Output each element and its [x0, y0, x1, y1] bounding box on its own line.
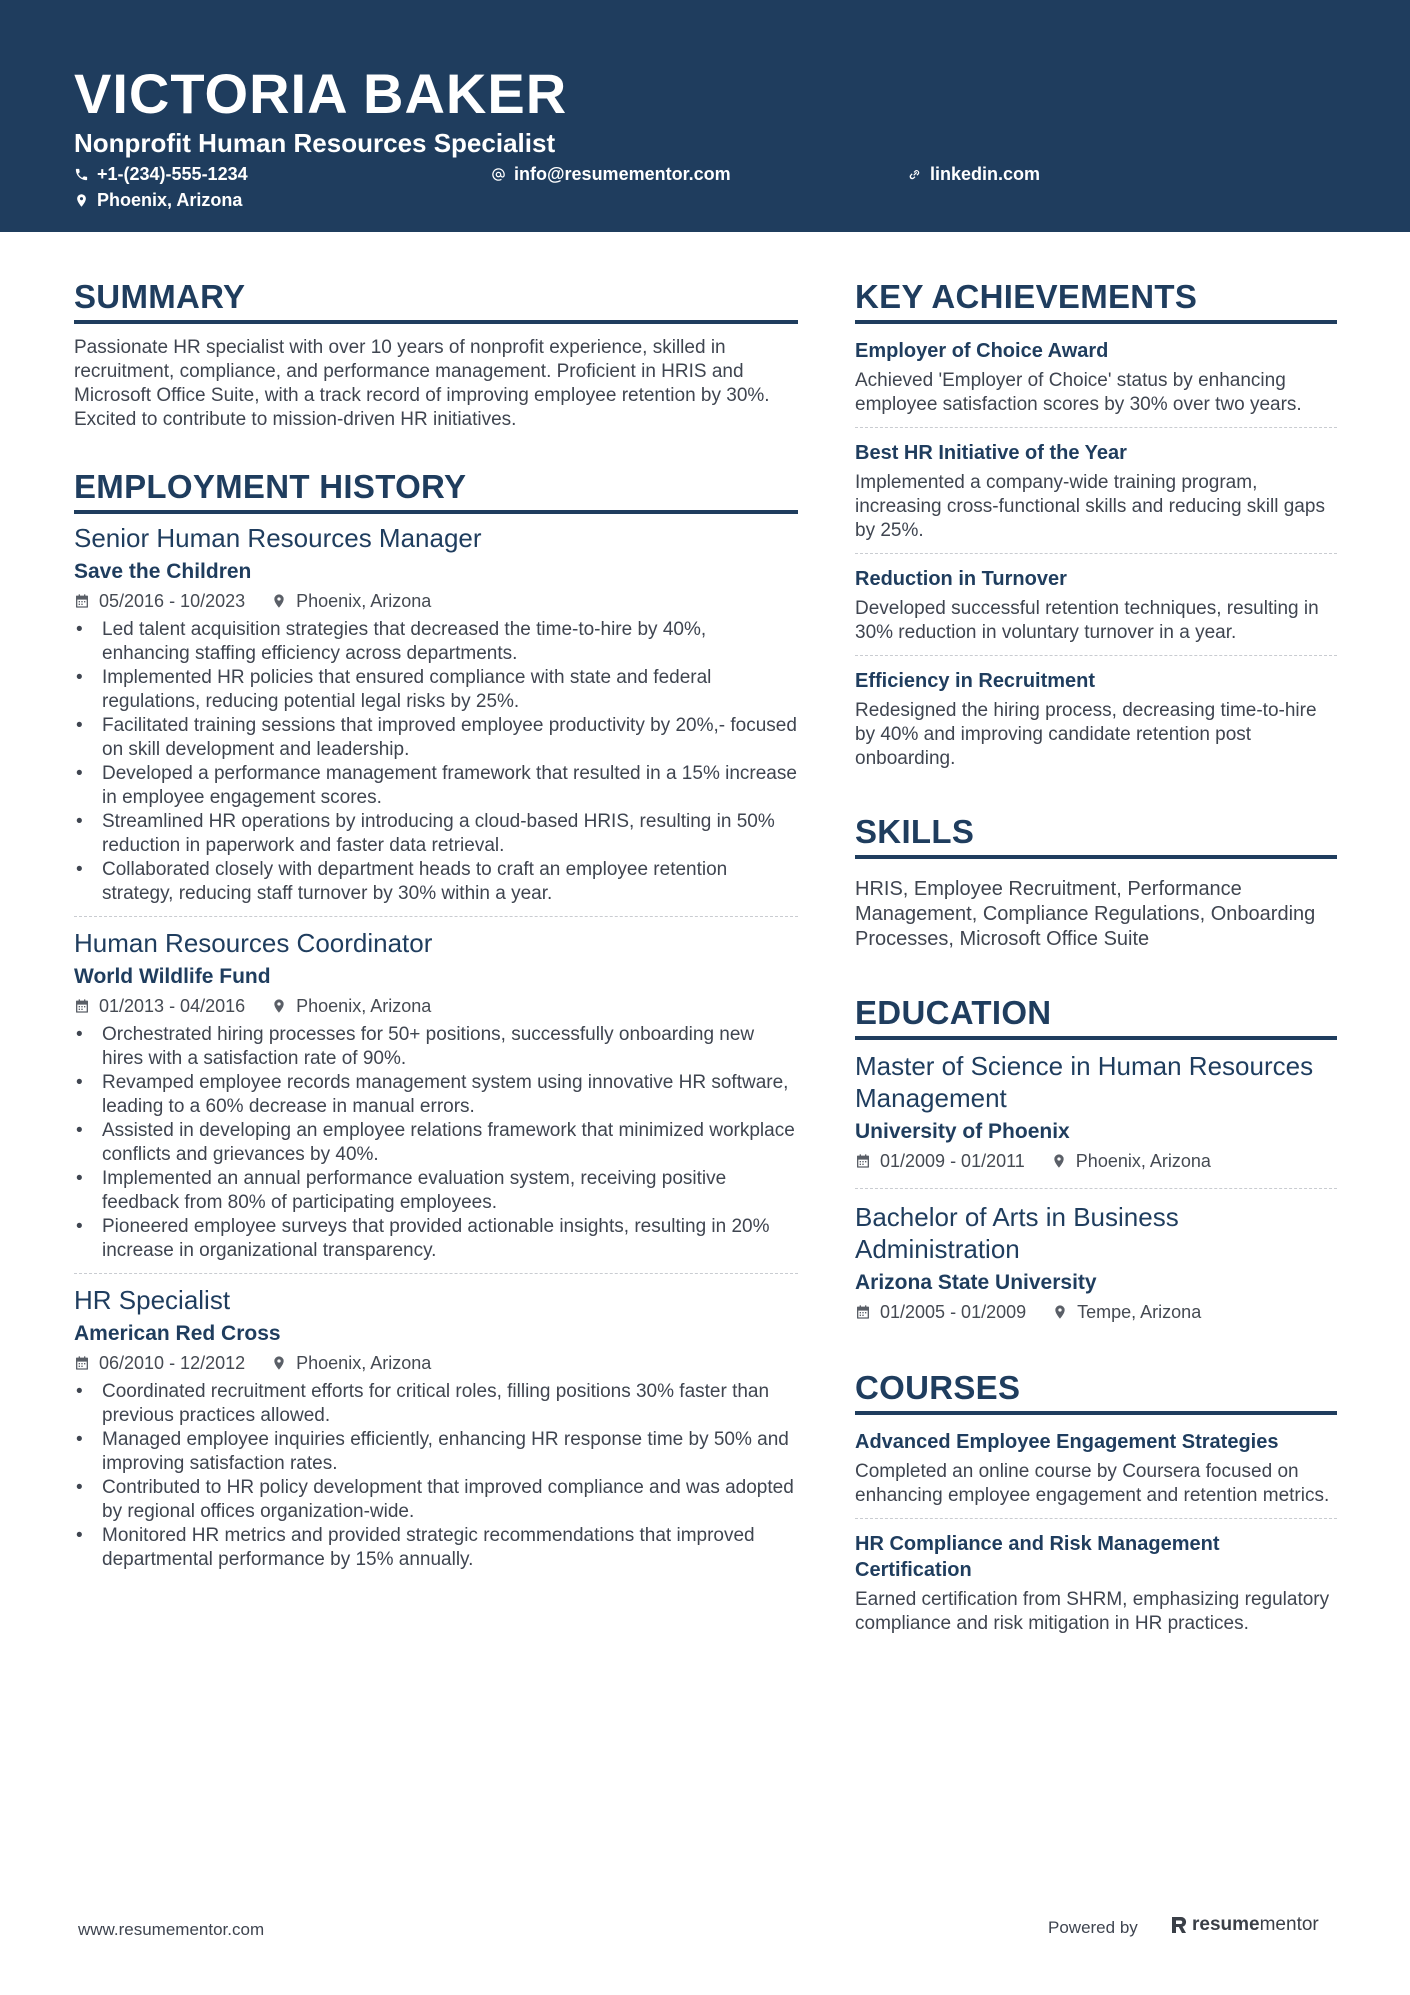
resume-header — [0, 0, 1410, 232]
location-pin-icon — [74, 193, 89, 208]
summary-text: Passionate HR specialist with over 10 years of nonprofit experience, skilled in recruitment, compliance, and performance management. Proficient in HRIS and Microsoft Office Suite, with a track record of improving employee retention by 30%. Excited to contribute to mission-driven HR initiatives. — [74, 337, 770, 430]
job-location — [271, 1350, 431, 1376]
calendar-icon — [855, 1153, 871, 1169]
achievement-text: Developed successful retention techniques, resulting in 30% reduction in voluntary turnover in a year. — [855, 598, 1319, 643]
right-column — [855, 276, 1337, 1646]
education-section — [855, 992, 1337, 1339]
skills-text: HRIS, Employee Recruitment, Performance Management, Compliance Regulations, Onboarding Processes, Microsoft Office Suite — [855, 878, 1316, 950]
job-location-text: Phoenix, Arizona — [296, 591, 432, 611]
job-location-text: Phoenix, Arizona — [296, 1353, 432, 1373]
achievement-title: Employer of Choice Award — [855, 340, 1109, 362]
resumementor-logo-icon — [1170, 1915, 1188, 1935]
contact-location — [74, 189, 242, 211]
link-icon — [907, 167, 922, 182]
course-title: HR Compliance and Risk Management Certification — [855, 1533, 1220, 1581]
skills-section — [855, 811, 1337, 952]
location-text: Phoenix, Arizona — [97, 190, 243, 210]
job-entry — [74, 522, 798, 916]
job-meta — [74, 993, 798, 1019]
job-meta — [74, 1350, 798, 1376]
bullet-item: • Managed employee inquiries efficiently, enhancing HR response time by 50% and improving satisfaction rates. — [74, 1428, 798, 1476]
bullet-item: • Assisted in developing an employee relations framework that minimized workplace conflicts and grievances by 40%. — [74, 1119, 798, 1167]
course-item — [855, 1427, 1337, 1518]
location-pin-icon — [1052, 1304, 1068, 1320]
job-dates: 06/2010 - 12/2012 — [99, 1353, 246, 1373]
location-pin-icon — [271, 593, 287, 609]
location-pin-icon — [1051, 1153, 1067, 1169]
phone-text: +1-(234)-555-1234 — [97, 164, 248, 184]
bullet-item: • Implemented HR policies that ensured compliance with state and federal regulations, reducing potential legal risks by 25%. — [74, 666, 798, 714]
location-pin-icon — [271, 1355, 287, 1371]
job-bullets — [74, 1380, 798, 1572]
calendar-icon — [855, 1304, 871, 1320]
summary-heading: SUMMARY — [74, 276, 798, 324]
achievement-title: Efficiency in Recruitment — [855, 670, 1096, 692]
education-location-text: Tempe, Arizona — [1077, 1302, 1202, 1322]
courses-heading: COURSES — [855, 1367, 1337, 1415]
achievement-text: Implemented a company-wide training program, increasing cross-functional skills and reducing skill gaps by 25%. — [855, 472, 1325, 541]
contact-phone[interactable] — [74, 163, 248, 185]
calendar-icon — [74, 998, 90, 1014]
job-title: Human Resources Coordinator — [74, 928, 433, 958]
achievements-heading: KEY ACHIEVEMENTS — [855, 276, 1337, 324]
achievement-title: Reduction in Turnover — [855, 568, 1067, 590]
school-name: University of Phoenix — [855, 1120, 1070, 1143]
brand-bold: resume — [1192, 1914, 1260, 1935]
bullet-item: • Developed a performance management framework that resulted in a 15% increase in employee engagement scores. — [74, 762, 798, 810]
candidate-name: VICTORIA BAKER — [74, 62, 568, 125]
education-item — [855, 1048, 1337, 1188]
employment-heading: EMPLOYMENT HISTORY — [74, 466, 798, 514]
footer-brand-logo[interactable] — [1170, 1914, 1319, 1936]
achievements-section — [855, 276, 1337, 781]
education-item — [855, 1188, 1337, 1339]
course-text: Completed an online course by Coursera focused on enhancing employee engagement and retention metrics. — [855, 1461, 1330, 1506]
achievement-item — [855, 427, 1337, 553]
bullet-item: • Monitored HR metrics and provided strategic recommendations that improved departmental performance by 15% annually. — [74, 1524, 798, 1572]
job-title: HR Specialist — [74, 1285, 231, 1315]
footer-url[interactable]: www.resumementor.com — [78, 1920, 265, 1939]
contact-email[interactable] — [491, 163, 731, 185]
course-item — [855, 1518, 1337, 1646]
location-pin-icon — [271, 998, 287, 1014]
contact-linkedin[interactable] — [907, 163, 1040, 185]
calendar-icon — [74, 1355, 90, 1371]
job-bullets — [74, 618, 798, 906]
education-dates: 01/2005 - 01/2009 — [880, 1302, 1027, 1322]
achievement-item — [855, 336, 1337, 427]
courses-section — [855, 1367, 1337, 1646]
linkedin-text: linkedin.com — [930, 164, 1041, 184]
achievement-title: Best HR Initiative of the Year — [855, 442, 1127, 464]
education-heading: EDUCATION — [855, 992, 1337, 1040]
summary-section — [74, 276, 798, 432]
bullet-item: • Led talent acquisition strategies that decreased the time-to-hire by 40%, enhancing staffing efficiency across departments. — [74, 618, 798, 666]
left-column — [74, 276, 798, 1582]
phone-icon — [74, 167, 89, 182]
education-location — [1051, 1148, 1211, 1174]
candidate-title: Nonprofit Human Resources Specialist — [74, 128, 556, 158]
email-text: info@resumementor.com — [514, 164, 731, 184]
calendar-icon — [74, 593, 90, 609]
job-entry — [74, 916, 798, 1273]
bullet-item: • Contributed to HR policy development that improved compliance and was adopted by regional offices organization-wide. — [74, 1476, 798, 1524]
school-name: Arizona State University — [855, 1271, 1097, 1294]
degree-title: Bachelor of Arts in Business Administration — [855, 1202, 1179, 1264]
job-organization: American Red Cross — [74, 1322, 281, 1345]
bullet-item: • Orchestrated hiring processes for 50+ positions, successfully onboarding new hires with a satisfaction rate of 90%. — [74, 1023, 798, 1071]
skills-heading: SKILLS — [855, 811, 1337, 859]
job-entry — [74, 1273, 798, 1582]
education-meta — [855, 1299, 1337, 1325]
job-meta — [74, 588, 798, 614]
education-meta — [855, 1148, 1337, 1174]
bullet-item: • Streamlined HR operations by introducing a cloud-based HRIS, resulting in 50% reduction in paperwork and faster data retrieval. — [74, 810, 798, 858]
bullet-item: • Facilitated training sessions that improved employee productivity by 20%,- focused on skill development and leadership. — [74, 714, 798, 762]
achievement-item — [855, 553, 1337, 655]
job-title: Senior Human Resources Manager — [74, 523, 482, 553]
achievement-text: Redesigned the hiring process, decreasing time-to-hire by 40% and improving candidate retention post onboarding. — [855, 700, 1317, 769]
achievement-text: Achieved 'Employer of Choice' status by enhancing employee satisfaction scores by 30% over two years. — [855, 370, 1302, 415]
job-dates: 01/2013 - 04/2016 — [99, 996, 246, 1016]
course-title: Advanced Employee Engagement Strategies — [855, 1431, 1279, 1453]
degree-title: Master of Science in Human Resources Management — [855, 1051, 1314, 1113]
footer-powered-by: Powered by — [1048, 1918, 1138, 1937]
job-organization: World Wildlife Fund — [74, 965, 271, 988]
job-bullets — [74, 1023, 798, 1263]
bullet-item: • Collaborated closely with department heads to craft an employee retention strategy, reducing staff turnover by 30% within a year. — [74, 858, 798, 906]
job-location — [271, 588, 431, 614]
job-location-text: Phoenix, Arizona — [296, 996, 432, 1016]
bullet-item: • Revamped employee records management system using innovative HR software, leading to a 60% decrease in manual errors. — [74, 1071, 798, 1119]
at-icon — [491, 167, 506, 182]
job-location — [271, 993, 431, 1019]
bullet-item: • Coordinated recruitment efforts for critical roles, filling positions 30% faster than previous practices allowed. — [74, 1380, 798, 1428]
brand-light: mentor — [1259, 1914, 1319, 1935]
education-dates: 01/2009 - 01/2011 — [880, 1151, 1025, 1171]
course-text: Earned certification from SHRM, emphasizing regulatory compliance and risk mitigation in HR practices. — [855, 1589, 1330, 1634]
bullet-item: • Pioneered employee surveys that provided actionable insights, resulting in 20% increase in organizational transparency. — [74, 1215, 798, 1263]
job-dates: 05/2016 - 10/2023 — [99, 591, 246, 611]
education-location — [1052, 1299, 1201, 1325]
achievement-item — [855, 655, 1337, 781]
education-location-text: Phoenix, Arizona — [1075, 1151, 1211, 1171]
job-organization: Save the Children — [74, 560, 252, 583]
bullet-item: • Implemented an annual performance evaluation system, receiving positive feedback from 80% of participating employees. — [74, 1167, 798, 1215]
employment-section — [74, 466, 798, 1582]
